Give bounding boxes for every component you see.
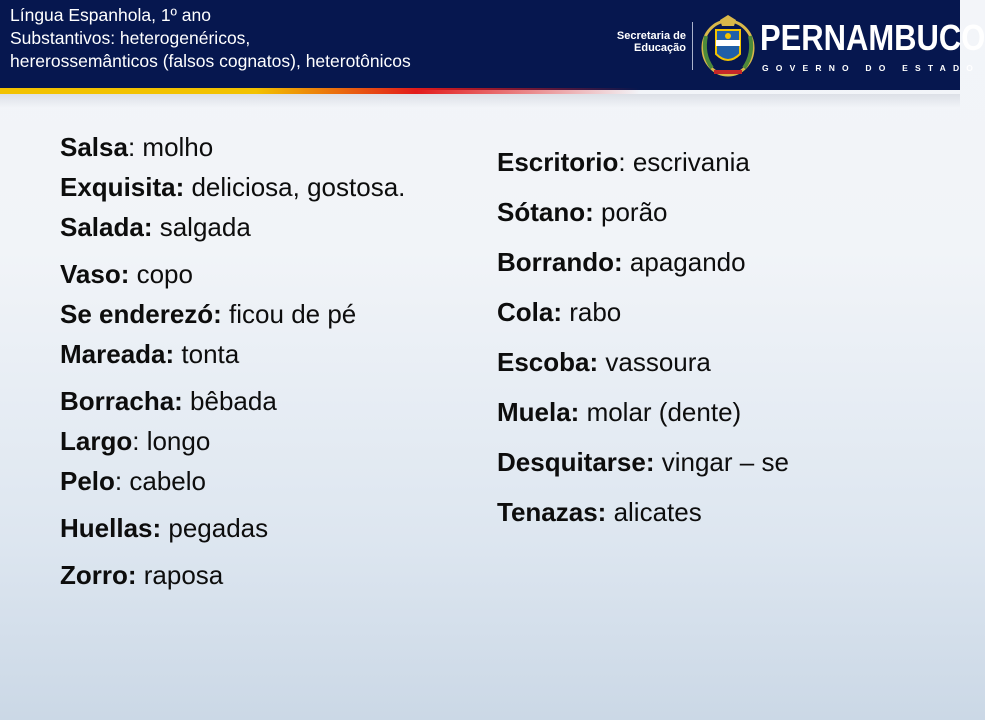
vocab-entry — [60, 167, 405, 207]
vocab-term: Largo — [60, 426, 133, 456]
brand-name: PERNAMBUCO — [760, 17, 985, 58]
vocab-meaning: cabelo — [122, 466, 206, 496]
vocab-entry — [497, 393, 789, 443]
logo-divider — [692, 22, 693, 70]
vocab-term: Exquisita: — [60, 172, 185, 202]
vocab-meaning: ficou de pé — [221, 299, 357, 329]
vocab-entry — [60, 508, 405, 548]
secretaria-line-1: Secretaria de — [616, 30, 686, 42]
vocab-term: Salada: — [60, 212, 153, 242]
vocab-entry — [60, 381, 405, 421]
vocab-entry — [497, 243, 789, 293]
vocab-term: Muela: — [497, 397, 580, 427]
vocab-entry — [60, 207, 405, 247]
vocab-meaning: bêbada — [182, 386, 277, 416]
vocab-separator: : — [132, 426, 140, 456]
brand-subtitle: GOVERNO DO ESTADO — [762, 63, 981, 73]
vocab-entry — [60, 294, 405, 334]
vocab-term: Escoba: — [497, 347, 599, 377]
vocab-entry — [60, 555, 405, 595]
vocab-term: Borracha: — [60, 386, 183, 416]
vocab-term: Desquitarse: — [497, 447, 655, 477]
vocab-entry — [60, 461, 405, 501]
vocab-meaning: tonta — [174, 339, 240, 369]
vocab-entry — [497, 493, 789, 543]
vocab-meaning: molho — [135, 132, 214, 162]
header-shadow — [0, 94, 960, 108]
vocab-meaning: salgada — [152, 212, 251, 242]
vocab-term: Pelo — [60, 466, 115, 496]
vocab-term: Zorro: — [60, 560, 137, 590]
right-vocabulary-list — [497, 143, 789, 543]
vocab-term: Tenazas: — [497, 497, 607, 527]
vocab-term: Cola: — [497, 297, 562, 327]
vocab-entry — [497, 143, 789, 193]
vocab-meaning: pegadas — [161, 513, 269, 543]
vocab-meaning: porão — [593, 197, 668, 227]
vocab-meaning: alicates — [606, 497, 702, 527]
title-line-1: Língua Espanhola, 1º ano — [10, 5, 212, 25]
vocab-entry — [60, 334, 405, 374]
vocab-term: Escritorio — [497, 147, 619, 177]
vocab-meaning: rabo — [562, 297, 622, 327]
vocab-term: Salsa — [60, 132, 128, 162]
vocab-meaning: apagando — [622, 247, 746, 277]
vocab-meaning: escrivania — [625, 147, 750, 177]
slide-title — [10, 4, 411, 73]
state-coat-of-arms-icon — [700, 14, 756, 78]
vocab-entry — [60, 254, 405, 294]
vocab-separator: : — [114, 466, 123, 496]
title-line-2: Substantivos: heterogenéricos, — [10, 28, 251, 48]
vocab-entry — [497, 443, 789, 493]
vocab-entry — [60, 127, 405, 167]
header-bar — [0, 0, 985, 90]
vocab-meaning: vassoura — [598, 347, 711, 377]
secretaria-logo-text — [608, 30, 686, 54]
title-line-3: hererossemânticos (falsos cognatos), heterotônicos — [10, 51, 411, 71]
vocab-entry — [497, 343, 789, 393]
vocab-meaning: copo — [129, 259, 193, 289]
secretaria-line-2: Educação — [634, 42, 686, 54]
vocab-meaning: raposa — [136, 560, 224, 590]
left-vocabulary-list — [60, 127, 405, 595]
vocab-meaning: molar (dente) — [579, 397, 742, 427]
vocab-term: Vaso: — [60, 259, 130, 289]
vocab-term: Mareada: — [60, 339, 175, 369]
vocab-separator: : — [127, 132, 136, 162]
vocab-separator: : — [618, 147, 626, 177]
vocab-entry — [60, 421, 405, 461]
vocab-entry — [497, 293, 789, 343]
vocab-term: Borrando: — [497, 247, 623, 277]
vocab-term: Se enderezó: — [60, 299, 222, 329]
vocab-meaning: deliciosa, gostosa. — [184, 172, 406, 202]
vocab-meaning: vingar – se — [654, 447, 789, 477]
vocab-meaning: longo — [139, 426, 211, 456]
vocab-entry — [497, 193, 789, 243]
vocab-term: Sótano: — [497, 197, 594, 227]
vocab-term: Huellas: — [60, 513, 162, 543]
